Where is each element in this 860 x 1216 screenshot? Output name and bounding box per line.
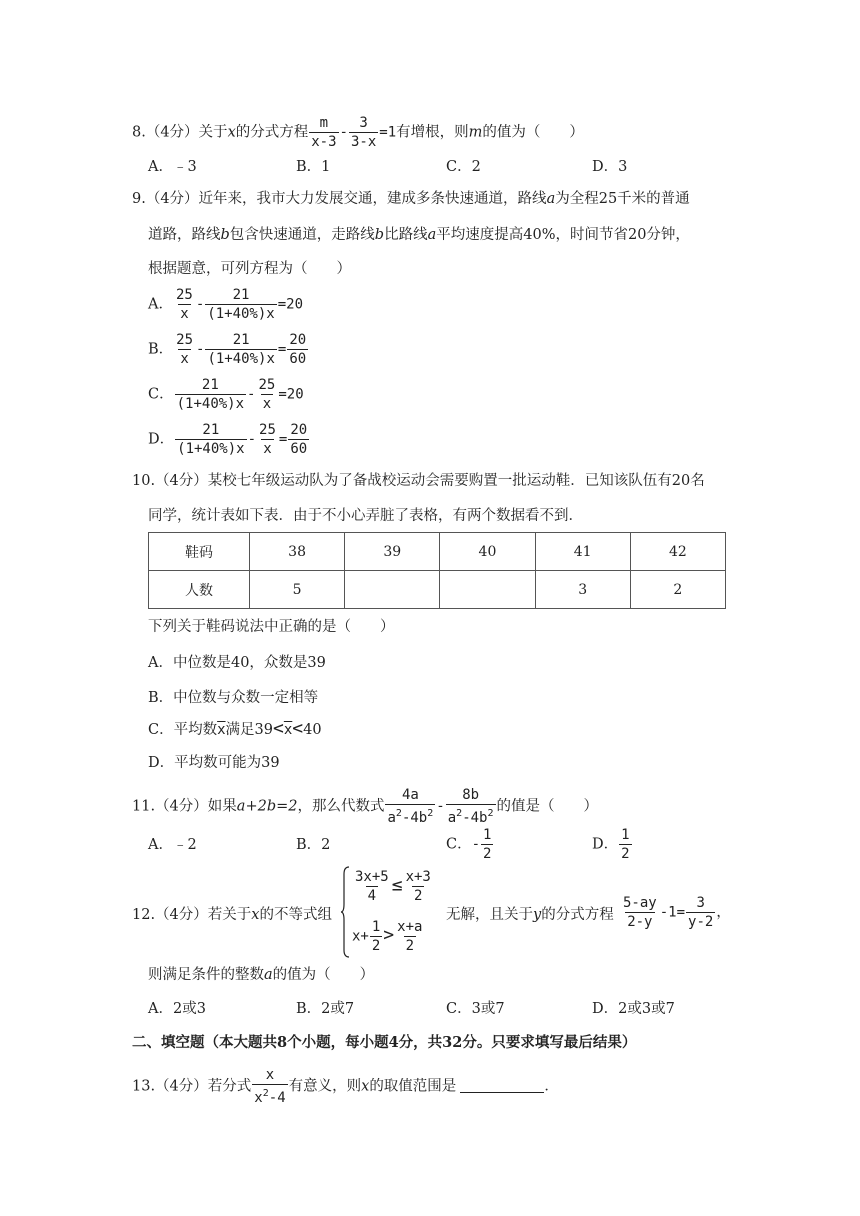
table-cell: 38 [250, 533, 345, 571]
text: 12.（4分）若关于 [132, 907, 252, 923]
numerator: x [265, 1067, 275, 1083]
denominator: (1+40%)x [207, 351, 275, 367]
table-cell: 5 [250, 571, 345, 609]
text: x [254, 1090, 263, 1106]
fractional-equation [620, 894, 730, 931]
fraction [404, 868, 433, 905]
var-x: x [361, 1078, 370, 1095]
less-or-equal: ≤ [391, 874, 403, 896]
table-cell: 42 [630, 533, 725, 571]
numerator: 21 [202, 422, 220, 438]
table-cell [345, 571, 440, 609]
numerator: 1 [483, 827, 492, 843]
denominator [252, 1084, 287, 1107]
option-label: A． [148, 296, 173, 313]
comma: ， [716, 904, 731, 921]
question-12-mid [446, 904, 614, 926]
q12-option-d: D．2或3或7 [592, 1001, 675, 1017]
option-label: C． [148, 386, 174, 403]
text: 则满足条件的整数 [148, 967, 264, 983]
table-cell: 40 [440, 533, 535, 571]
text: 平均速度提高40%，时间节省20分钟， [436, 227, 690, 243]
denominator: (1+40%)x [207, 306, 275, 322]
question-9-line1 [132, 188, 690, 210]
table-cell: 3 [535, 571, 630, 609]
text: -4b [462, 810, 488, 826]
denominator: 60 [290, 441, 308, 457]
question-12-line2 [148, 964, 374, 986]
equals: = [278, 431, 288, 448]
denominator: 2 [371, 938, 381, 954]
text: 比路线 [384, 227, 428, 243]
minus-sign: - [196, 341, 205, 358]
var-b: b [220, 227, 230, 243]
q11-option-c [446, 826, 494, 863]
table-cell [440, 571, 535, 609]
option-label: D． [592, 836, 619, 853]
numerator: 25 [176, 332, 194, 348]
q9-option-b [148, 331, 309, 368]
var-x: x [251, 907, 260, 923]
denominator: x-3 [311, 134, 337, 150]
question-11 [132, 786, 598, 827]
denominator: 2 [483, 846, 492, 862]
q11-option-d [592, 826, 633, 863]
denominator: y-2 [688, 914, 714, 930]
numerator: 25 [175, 287, 193, 303]
numerator: 5-ay [623, 895, 657, 911]
numerator: 3 [359, 115, 368, 131]
numerator: 4a [401, 787, 419, 803]
text: 为全程25千米的普通 [555, 191, 690, 207]
condition: a+2b=2 [236, 798, 298, 815]
fraction [395, 918, 424, 955]
denominator: x [262, 396, 272, 412]
q10-option-c [148, 718, 322, 741]
fraction [205, 331, 276, 368]
denominator [446, 804, 496, 827]
denominator: x [180, 351, 189, 367]
text: a [447, 810, 457, 826]
question-10-prompt: 下列关于鞋码说法中正确的是（ ） [148, 619, 395, 635]
text: x+ [352, 928, 369, 945]
numerator: 3x+5 [355, 869, 389, 885]
table-cell: 鞋码 [149, 533, 250, 571]
minus-sign: - [471, 836, 481, 853]
minus-sign: - [339, 124, 348, 141]
numerator: x+a [397, 919, 423, 935]
minus-sign: - [195, 296, 205, 313]
q8-suffix2: 的值为（ ） [482, 124, 584, 141]
question-9-line2 [148, 224, 690, 246]
minus-sign: - [436, 798, 445, 815]
question-12-prefix [132, 904, 332, 926]
q10-option-a: A．中位数是40，众数是39 [148, 655, 326, 671]
denominator: (1+40%)x [176, 396, 245, 412]
q12-option-b: B．2或7 [296, 1001, 355, 1017]
q8-suffix: 有增根，则 [396, 124, 469, 141]
equals: =20 [277, 296, 304, 313]
numerator: 21 [232, 332, 250, 348]
question-10-line2: 同学，统计表如下表．由于不小心弄脏了表格，有两个数据看不到． [148, 508, 583, 524]
minus-sign: - [247, 386, 256, 403]
q8-mid: 的分式方程 [235, 124, 309, 141]
var-a: a [427, 227, 437, 243]
var-m: m [468, 124, 483, 141]
q9-option-c [148, 376, 304, 413]
var-y: y [533, 907, 542, 923]
numerator: 3 [696, 895, 705, 911]
numerator: 8b [462, 787, 480, 803]
denominator: x [263, 441, 272, 457]
numerator: 25 [258, 377, 276, 393]
denominator: 2 [621, 846, 630, 862]
table-cell: 41 [535, 533, 630, 571]
text: -1= [659, 904, 686, 921]
less-than: < [273, 718, 284, 739]
fraction [252, 1066, 287, 1107]
fraction [686, 894, 715, 931]
numerator: 21 [232, 287, 250, 303]
mean-symbol: $\overline{x}$ [283, 722, 293, 738]
q12-option-c: C．3或7 [446, 1001, 505, 1017]
option-label: B． [148, 341, 174, 358]
q8-prefix: 8.（4分）关于 [132, 124, 228, 141]
table-cell: 2 [630, 571, 725, 609]
fraction [256, 376, 277, 413]
text: -4b [401, 810, 428, 826]
fraction [175, 376, 246, 413]
exponent: 2 [427, 808, 434, 819]
denominator: x [180, 306, 189, 322]
text: 9.（4分）近年来，我市大力发展交通，建成多条快速通道，路线 [132, 191, 547, 207]
fraction [446, 786, 496, 827]
fraction [287, 331, 308, 368]
denominator: 2 [405, 938, 414, 954]
text: 满足39 [225, 722, 273, 738]
text: ，那么代数式 [297, 798, 385, 815]
table-row [149, 571, 726, 609]
q8-option-d: D．3 [592, 159, 628, 175]
exponent: 2 [487, 808, 494, 819]
var-b: b [374, 227, 385, 243]
text: 11.（4分）如果 [132, 798, 237, 815]
option-label: C． [446, 836, 472, 853]
fraction [619, 826, 631, 863]
numerator: 1 [371, 919, 381, 935]
minus-sign: - [247, 431, 257, 448]
table-cell: 39 [345, 533, 440, 571]
shoe-size-table [148, 532, 726, 609]
q11-option-a: A．﹣2 [148, 837, 197, 853]
numerator: 20 [290, 422, 308, 438]
text: 道路，路线 [148, 227, 221, 243]
numerator: x+3 [405, 869, 431, 885]
option-label: D． [148, 431, 175, 448]
fraction [349, 114, 378, 151]
question-8 [132, 114, 584, 151]
numerator: 21 [201, 377, 219, 393]
inequality-1 [352, 868, 434, 905]
numerator: 25 [259, 422, 276, 438]
text: 的值是（ ） [496, 798, 599, 815]
left-brace [340, 866, 350, 958]
q9-option-a [148, 286, 303, 323]
var-a: a [546, 191, 556, 207]
denominator: 4 [367, 888, 377, 904]
denominator: 60 [289, 351, 307, 367]
less-than: < [292, 718, 304, 739]
q11-option-b: B．2 [296, 837, 331, 853]
exponent: 2 [456, 808, 463, 819]
text: 包含快速通道，走路线 [229, 227, 375, 243]
text: 有意义，则 [288, 1078, 362, 1095]
var-x: x [227, 124, 236, 141]
question-13 [132, 1066, 559, 1107]
greater-than: > [383, 924, 395, 946]
question-10-line1: 10.（4分）某校七年级运动队为了备战校运动会需要购置一批运动鞋．已知该队伍有20名 [132, 473, 705, 489]
numerator: 20 [289, 332, 307, 348]
text: -4 [268, 1090, 286, 1106]
question-9-line3: 根据题意，可列方程为（ ） [148, 261, 351, 277]
fraction [175, 421, 246, 458]
inequality-2 [352, 918, 425, 955]
q8-option-c: C．2 [446, 159, 481, 175]
q10-option-d: D．平均数可能为39 [148, 755, 280, 771]
text: C．平均数 [148, 722, 218, 738]
text: 无解，且关于 [446, 907, 533, 923]
denominator [385, 804, 435, 827]
table-row [149, 533, 726, 571]
q8-option-a: A．﹣3 [148, 159, 197, 175]
exponent: 2 [262, 1088, 269, 1099]
text: 的值为（ ） [272, 967, 375, 983]
denominator: 2-y [627, 914, 653, 930]
q12-option-a: A．2或3 [148, 1001, 206, 1017]
denominator: 3-x [350, 134, 377, 150]
text: a [387, 810, 396, 826]
fraction [353, 868, 391, 905]
fraction [174, 286, 195, 323]
fraction [174, 331, 195, 368]
fraction [621, 894, 659, 931]
table-cell: 人数 [149, 571, 250, 609]
exponent: 2 [395, 808, 402, 819]
fraction [257, 421, 278, 458]
text: 的取值范围是 [369, 1078, 457, 1095]
var-a: a [264, 967, 273, 983]
fraction [288, 421, 309, 458]
fraction [205, 286, 276, 323]
equals: = [277, 341, 287, 358]
numerator: 1 [621, 827, 630, 843]
numerator: m [319, 115, 329, 131]
answer-blank[interactable] [460, 1078, 544, 1093]
fraction [370, 918, 382, 955]
text: 40 [303, 722, 322, 738]
equals: =1 [379, 124, 397, 141]
fraction [385, 786, 435, 827]
q10-option-b: B．中位数与众数一定相等 [148, 690, 319, 706]
section-heading: 二、填空题（本大题共8个小题，每小题4分，共32分。只要求填写最后结果） [132, 1034, 637, 1051]
text: 的不等式组 [259, 907, 332, 923]
q9-option-d [148, 421, 310, 458]
fraction [309, 114, 338, 151]
text: 13.（4分）若分式 [132, 1078, 252, 1095]
text: ． [544, 1078, 559, 1095]
denominator: 2 [413, 888, 423, 904]
q8-option-b: B．1 [296, 159, 331, 175]
text: 的分式方程 [541, 907, 614, 923]
fraction [481, 826, 493, 863]
denominator: (1+40%)x [177, 441, 245, 457]
mean-symbol: $\overline{x}$ [217, 722, 226, 738]
equals: =20 [278, 386, 304, 403]
